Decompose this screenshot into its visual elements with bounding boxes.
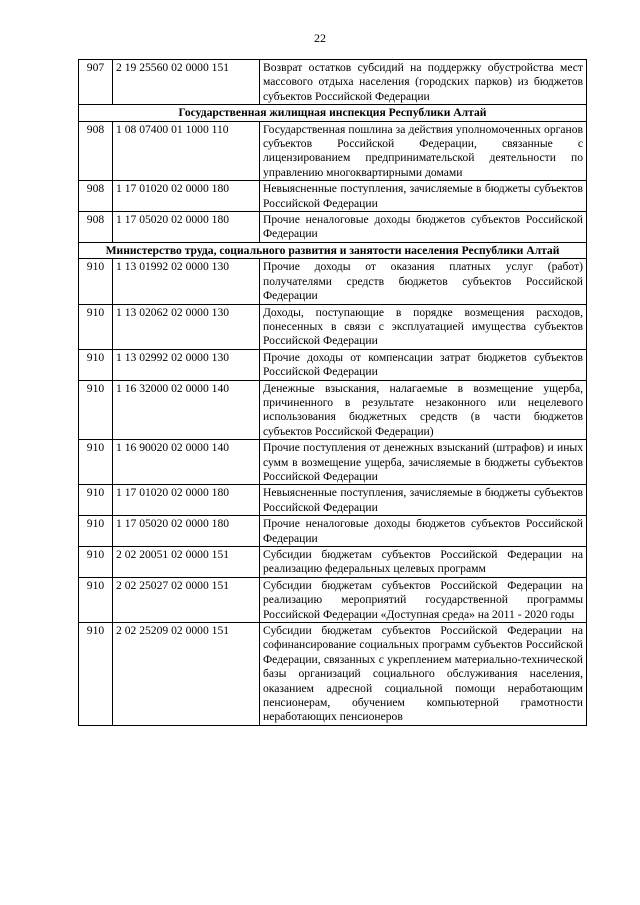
- budget-code-cell: 2 02 25027 02 0000 151: [113, 577, 260, 622]
- table-row: [79, 516, 587, 547]
- table-row: [79, 212, 587, 243]
- table-row: [79, 440, 587, 485]
- table-row: [79, 623, 587, 726]
- revenue-name-cell: Субсидии бюджетам субъектов Российской Федерации на реализацию федеральных целевых программ: [260, 547, 587, 578]
- section-header-row: [79, 105, 587, 121]
- table-row: [79, 181, 587, 212]
- budget-code-cell: 1 17 05020 02 0000 180: [113, 516, 260, 547]
- revenue-name-cell: Доходы, поступающие в порядке возмещения расходов, понесенных в связи с эксплуатацией имущества субъектов Российской Федерации: [260, 304, 587, 349]
- admin-code-cell: 910: [79, 380, 113, 440]
- budget-code-cell: 1 13 02062 02 0000 130: [113, 304, 260, 349]
- admin-code-cell: 910: [79, 547, 113, 578]
- section-title: Государственная жилищная инспекция Республики Алтай: [79, 105, 587, 121]
- table-row: [79, 349, 587, 380]
- budget-code-cell: 1 17 01020 02 0000 180: [113, 181, 260, 212]
- revenue-name-cell: Государственная пошлина за действия уполномоченных органов субъектов Российской Федерации, связанные с лицензированием предпринимательской деятельности по управлению многоквартирными домами: [260, 121, 587, 181]
- budget-code-cell: 1 16 32000 02 0000 140: [113, 380, 260, 440]
- admin-code-cell: 910: [79, 440, 113, 485]
- budget-classification-table: [78, 59, 587, 726]
- admin-code-cell: 910: [79, 485, 113, 516]
- section-title: Министерство труда, социального развития и занятости населения Республики Алтай: [79, 242, 587, 258]
- revenue-name-cell: Невыясненные поступления, зачисляемые в бюджеты субъектов Российской Федерации: [260, 181, 587, 212]
- admin-code-cell: 907: [79, 60, 113, 105]
- budget-code-cell: 1 17 05020 02 0000 180: [113, 212, 260, 243]
- table-row: [79, 259, 587, 304]
- admin-code-cell: 908: [79, 212, 113, 243]
- table-body: [79, 60, 587, 726]
- revenue-name-cell: Прочие поступления от денежных взысканий (штрафов) и иных сумм в возмещение ущерба, зачисляемые в бюджеты субъектов Российской Федерации: [260, 440, 587, 485]
- budget-code-cell: 1 13 01992 02 0000 130: [113, 259, 260, 304]
- budget-code-cell: 1 13 02992 02 0000 130: [113, 349, 260, 380]
- budget-code-cell: 1 17 01020 02 0000 180: [113, 485, 260, 516]
- budget-code-cell: 1 16 90020 02 0000 140: [113, 440, 260, 485]
- admin-code-cell: 910: [79, 304, 113, 349]
- admin-code-cell: 910: [79, 349, 113, 380]
- budget-code-cell: 2 02 25209 02 0000 151: [113, 623, 260, 726]
- table-row: [79, 60, 587, 105]
- budget-code-cell: 2 19 25560 02 0000 151: [113, 60, 260, 105]
- page-number: 22: [314, 31, 326, 45]
- table-row: [79, 547, 587, 578]
- budget-code-cell: 2 02 20051 02 0000 151: [113, 547, 260, 578]
- table-row: [79, 380, 587, 440]
- budget-code-cell: 1 08 07400 01 1000 110: [113, 121, 260, 181]
- admin-code-cell: 910: [79, 259, 113, 304]
- table-row: [79, 577, 587, 622]
- table-row: [79, 485, 587, 516]
- revenue-name-cell: Субсидии бюджетам субъектов Российской Федерации на реализацию мероприятий государственной программы Российской Федерации «Доступная среда» на 2011 - 2020 годы: [260, 577, 587, 622]
- admin-code-cell: 910: [79, 516, 113, 547]
- table-row: [79, 121, 587, 181]
- admin-code-cell: 908: [79, 121, 113, 181]
- table-row: [79, 304, 587, 349]
- revenue-name-cell: Прочие доходы от оказания платных услуг (работ) получателями средств бюджетов субъектов Российской Федерации: [260, 259, 587, 304]
- revenue-name-cell: Прочие доходы от компенсации затрат бюджетов субъектов Российской Федерации: [260, 349, 587, 380]
- revenue-name-cell: Невыясненные поступления, зачисляемые в бюджеты субъектов Российской Федерации: [260, 485, 587, 516]
- admin-code-cell: 910: [79, 577, 113, 622]
- section-header-row: [79, 242, 587, 258]
- revenue-name-cell: Прочие неналоговые доходы бюджетов субъектов Российской Федерации: [260, 212, 587, 243]
- revenue-name-cell: Возврат остатков субсидий на поддержку обустройства мест массового отдыха населения (городских парков) из бюджетов субъектов Российской Федерации: [260, 60, 587, 105]
- admin-code-cell: 910: [79, 623, 113, 726]
- revenue-name-cell: Денежные взыскания, налагаемые в возмещение ущерба, причиненного в результате незаконного или нецелевого использования бюджетных средств (в части бюджетов субъектов Российской Федерации): [260, 380, 587, 440]
- admin-code-cell: 908: [79, 181, 113, 212]
- revenue-name-cell: Прочие неналоговые доходы бюджетов субъектов Российской Федерации: [260, 516, 587, 547]
- revenue-name-cell: Субсидии бюджетам субъектов Российской Федерации на софинансирование социальных программ субъектов Российской Федерации, связанных с укреплением материально-технической базы организаций социального обслуживания населения, оказанием адресной социальной помощи неработающим пенсионерам, обучением компьютерной грамотности неработающих пенсионеров: [260, 623, 587, 726]
